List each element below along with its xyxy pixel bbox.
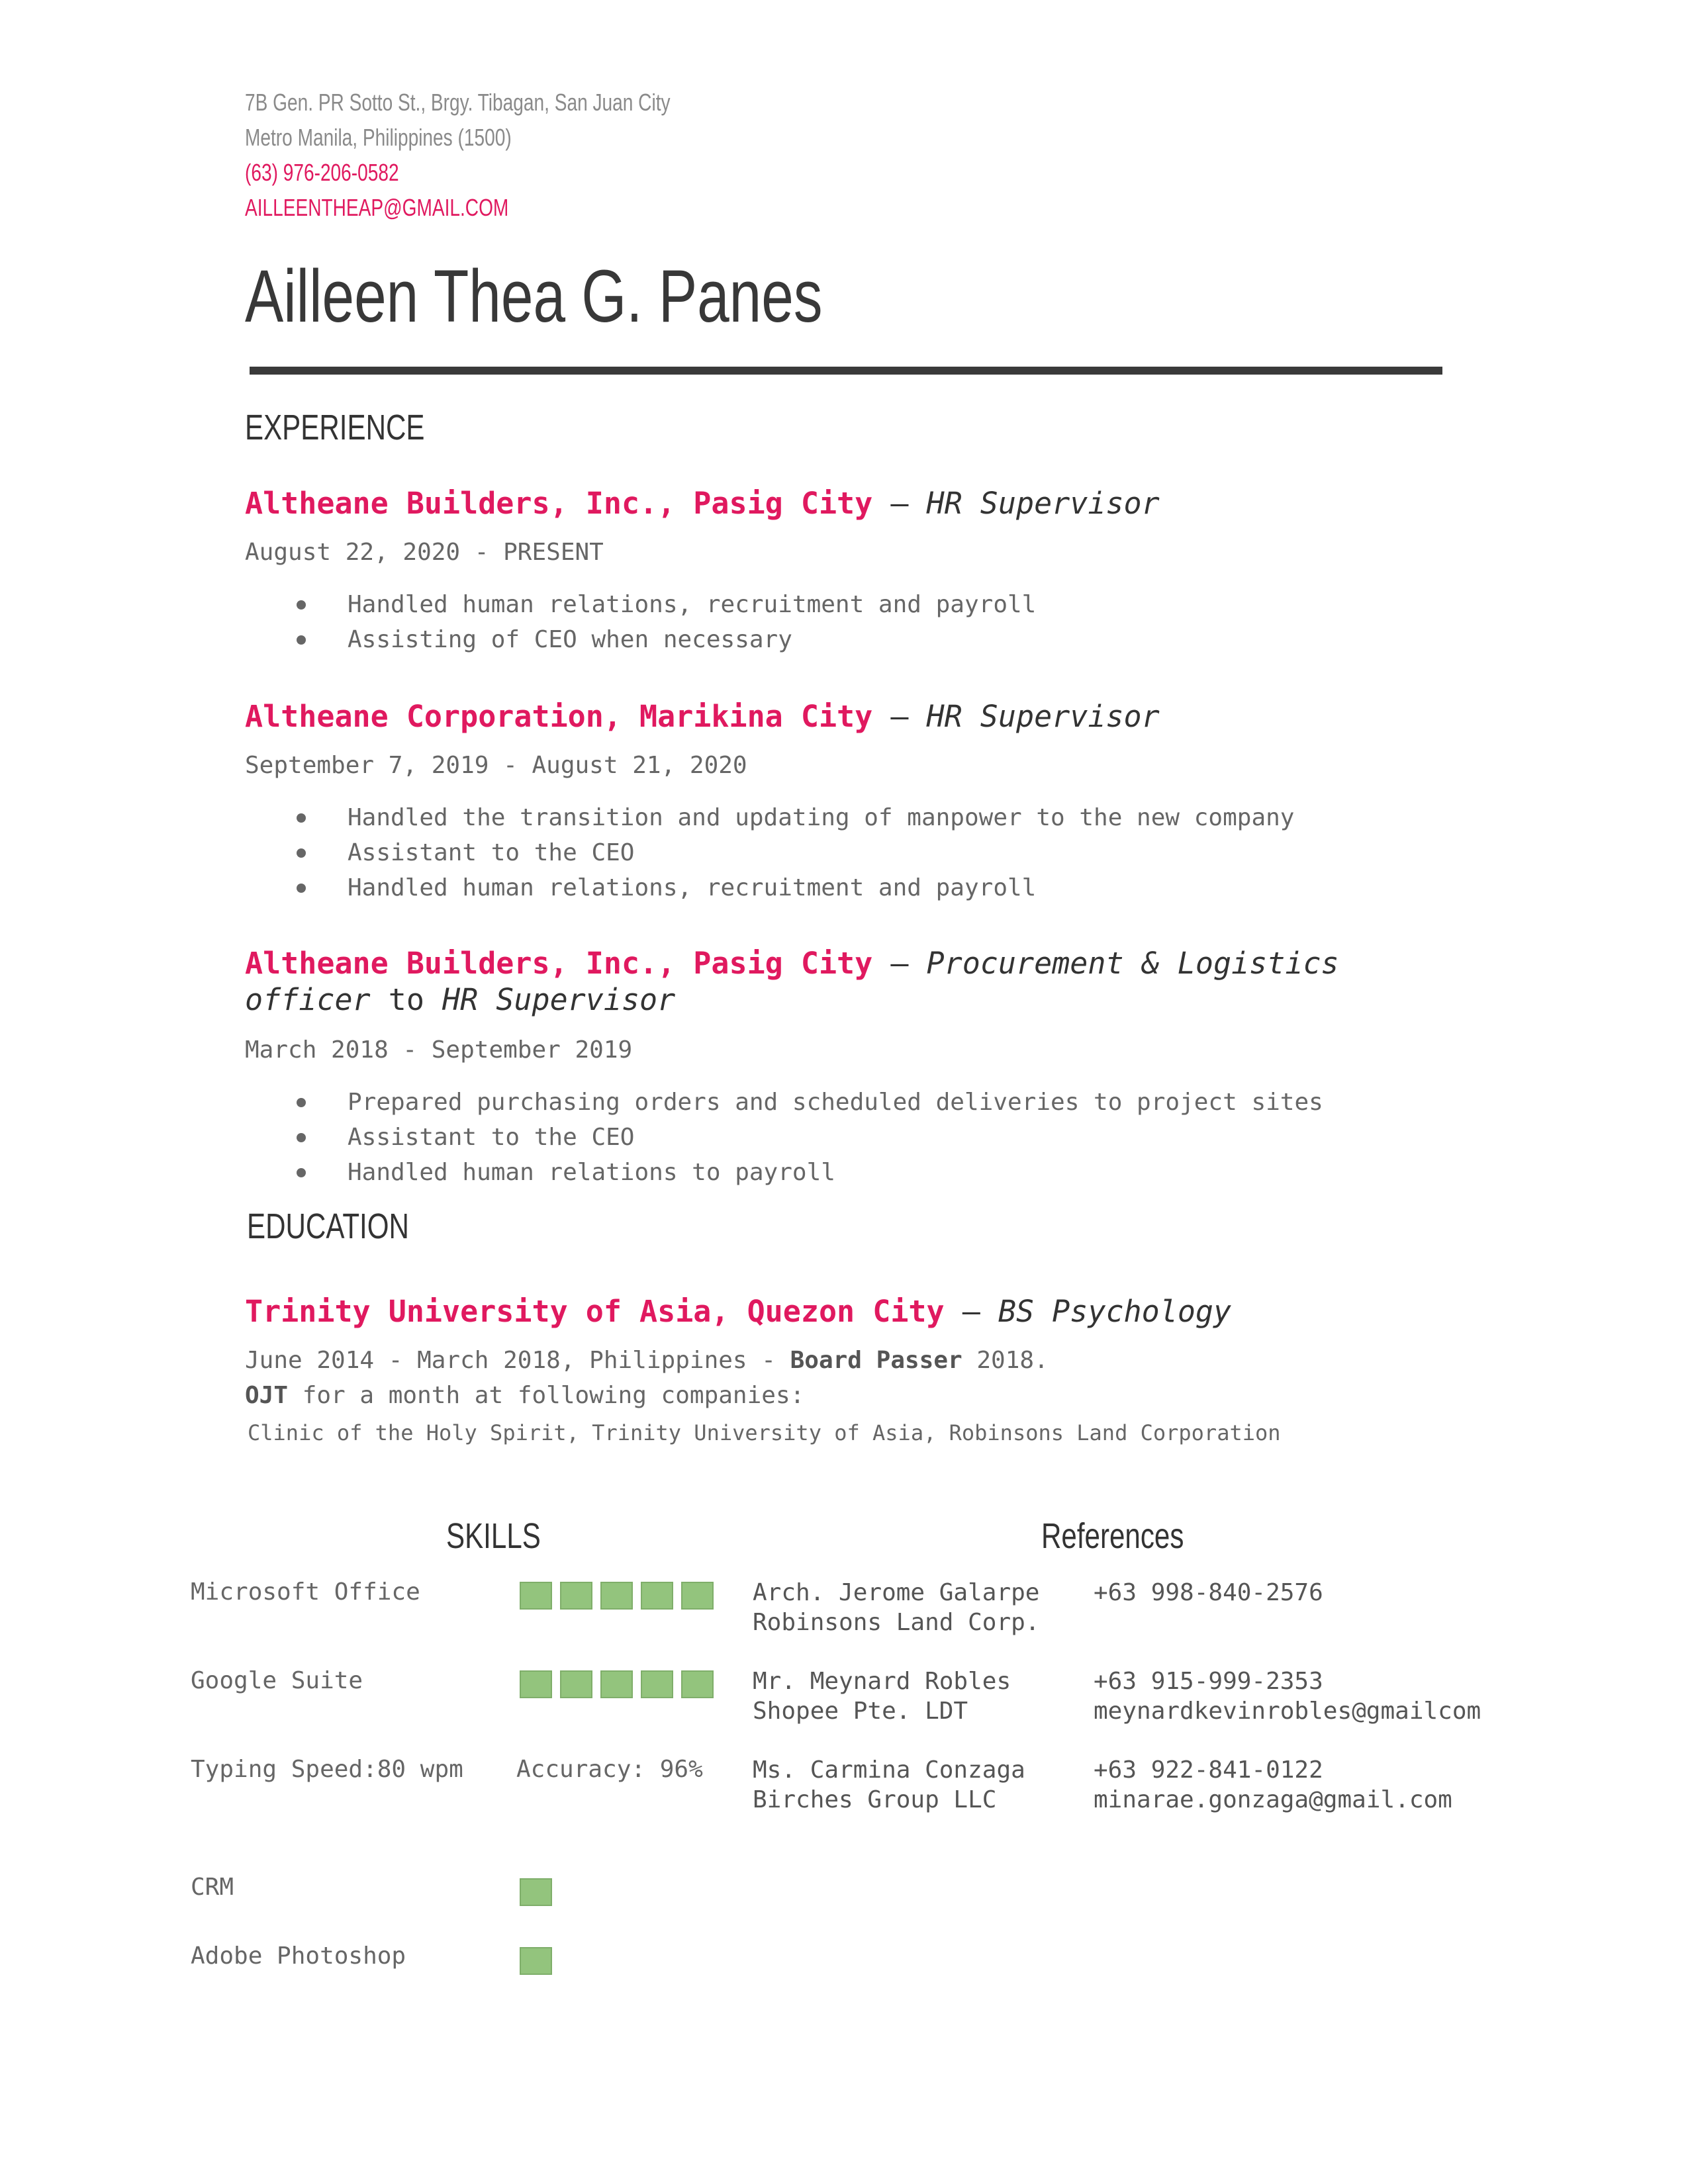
job-2-role: HR Supervisor xyxy=(926,699,1160,734)
reference-3-email: minarae.gonzaga@gmail.com xyxy=(1094,1786,1452,1813)
skill-level-adobe-photoshop xyxy=(520,1947,552,1975)
reference-3-name: Ms. Carmina Conzaga xyxy=(753,1756,1025,1784)
skill-google-suite: Google Suite xyxy=(191,1667,363,1694)
skill-level-square xyxy=(520,1582,552,1610)
job-3-role-line2-b: HR Supervisor xyxy=(442,982,676,1017)
list-item: Prepared purchasing orders and scheduled deliveries to project sites xyxy=(291,1085,1323,1120)
education-heading: EDUCATION xyxy=(247,1206,409,1246)
reference-3-phone: +63 922-841-0122 xyxy=(1094,1756,1323,1784)
skill-level-square xyxy=(681,1670,714,1698)
skill-level-square xyxy=(641,1582,673,1610)
list-item: Handled human relations to payroll xyxy=(291,1155,1323,1190)
reference-2-email: meynardkevinrobles@gmailcom xyxy=(1094,1698,1481,1725)
skill-level-square xyxy=(681,1582,714,1610)
job-3-heading xyxy=(245,945,1339,1018)
job-3-company: Altheane Builders, Inc., Pasig City xyxy=(245,946,873,981)
job-3-bullets xyxy=(291,1085,1323,1190)
job-3-role: Procurement & Logistics xyxy=(926,946,1339,981)
skill-level-crm xyxy=(520,1878,552,1906)
skill-adobe-photoshop: Adobe Photoshop xyxy=(191,1942,406,1970)
skill-level-google-suite xyxy=(520,1670,714,1698)
reference-2-company: Shopee Pte. LDT xyxy=(753,1698,968,1725)
job-2-dates: September 7, 2019 - August 21, 2020 xyxy=(245,752,747,779)
list-item: Handled human relations, recruitment and payroll xyxy=(291,587,1036,622)
job-2-bullets xyxy=(291,800,1294,905)
ojt-line: OJT for a month at following companies: xyxy=(245,1382,805,1409)
list-item: Handled human relations, recruitment and payroll xyxy=(291,870,1294,905)
name-divider xyxy=(250,367,1442,375)
skill-microsoft-office: Microsoft Office xyxy=(191,1578,420,1606)
typing-accuracy: Accuracy: 96% xyxy=(516,1756,703,1783)
job-1-dash: — xyxy=(872,486,927,521)
reference-3-contact xyxy=(1094,1755,1452,1815)
reference-2-name: Mr. Meynard Robles xyxy=(753,1668,1011,1695)
job-2-dash: — xyxy=(872,699,927,734)
job-3-role-line2-to: to xyxy=(370,982,443,1017)
contact-block xyxy=(245,85,671,225)
board-passer-label: Board Passer xyxy=(790,1347,962,1374)
job-3-dates: March 2018 - September 2019 xyxy=(245,1036,633,1064)
skill-level-microsoft-office xyxy=(520,1582,714,1610)
skill-level-square xyxy=(520,1878,552,1906)
reference-1-phone: +63 998-840-2576 xyxy=(1094,1579,1323,1606)
resume-name: Ailleen Thea G. Panes xyxy=(245,255,823,338)
job-2-company: Altheane Corporation, Marikina City xyxy=(245,699,873,734)
education-dash: — xyxy=(944,1294,998,1329)
job-1-company: Altheane Builders, Inc., Pasig City xyxy=(245,486,873,521)
skill-level-square xyxy=(560,1582,592,1610)
job-3-role-line2-a: officer xyxy=(245,982,371,1017)
bullet-icon xyxy=(297,1133,306,1142)
bullet-icon xyxy=(297,1098,306,1107)
reference-2-contact xyxy=(1094,1666,1481,1726)
reference-1-contact xyxy=(1094,1578,1323,1608)
reference-1-person xyxy=(753,1578,1039,1637)
list-item: Assistant to the CEO xyxy=(291,835,1294,870)
skill-typing-speed: Typing Speed:80 wpm xyxy=(191,1756,463,1783)
bullet-icon xyxy=(297,848,306,858)
skill-level-square xyxy=(560,1670,592,1698)
address-line-2: Metro Manila, Philippines (1500) xyxy=(245,124,512,151)
reference-3-company: Birches Group LLC xyxy=(753,1786,997,1813)
phone-number: (63) 976-206-0582 xyxy=(245,159,399,186)
bullet-icon xyxy=(297,600,306,610)
education-heading-line xyxy=(245,1293,1231,1330)
reference-2-person xyxy=(753,1666,1011,1726)
job-2-heading xyxy=(245,698,1160,735)
reference-3-person xyxy=(753,1755,1025,1815)
skill-level-square xyxy=(520,1670,552,1698)
reference-2-phone: +63 915-999-2353 xyxy=(1094,1668,1323,1695)
bullet-icon xyxy=(297,1168,306,1177)
skill-level-square xyxy=(600,1670,633,1698)
skills-heading: SKILLS xyxy=(446,1516,541,1556)
reference-1-name: Arch. Jerome Galarpe xyxy=(753,1579,1040,1606)
school-name: Trinity University of Asia, Quezon City xyxy=(245,1294,945,1329)
address-line-1: 7B Gen. PR Sotto St., Brgy. Tibagan, San Juan City xyxy=(245,89,671,116)
skill-level-square xyxy=(600,1582,633,1610)
experience-heading: EXPERIENCE xyxy=(245,408,425,447)
reference-1-company: Robinsons Land Corp. xyxy=(753,1609,1040,1636)
email-address: AILLEENTHEAP@GMAIL.COM xyxy=(245,194,509,221)
job-3-dash: — xyxy=(872,946,927,981)
bullet-icon xyxy=(297,884,306,893)
ojt-label: OJT xyxy=(245,1382,289,1409)
list-item: Handled the transition and updating of manpower to the new company xyxy=(291,800,1294,835)
ojt-companies: Clinic of the Holy Spirit, Trinity University of Asia, Robinsons Land Corporation xyxy=(248,1420,1281,1445)
job-1-role: HR Supervisor xyxy=(926,486,1160,521)
bullet-icon xyxy=(297,813,306,823)
list-item: Assisting of CEO when necessary xyxy=(291,622,1036,657)
skill-level-square xyxy=(520,1947,552,1975)
education-dates-line: June 2014 - March 2018, Philippines - Board Passer 2018. xyxy=(245,1347,1049,1374)
skill-crm: CRM xyxy=(191,1874,234,1901)
list-item: Assistant to the CEO xyxy=(291,1120,1323,1155)
job-1-bullets xyxy=(291,587,1036,657)
degree: BS Psychology xyxy=(998,1294,1232,1329)
references-heading: References xyxy=(1041,1516,1184,1556)
job-1-dates: August 22, 2020 - PRESENT xyxy=(245,539,604,566)
skill-level-square xyxy=(641,1670,673,1698)
bullet-icon xyxy=(297,635,306,645)
job-1-heading xyxy=(245,485,1160,522)
